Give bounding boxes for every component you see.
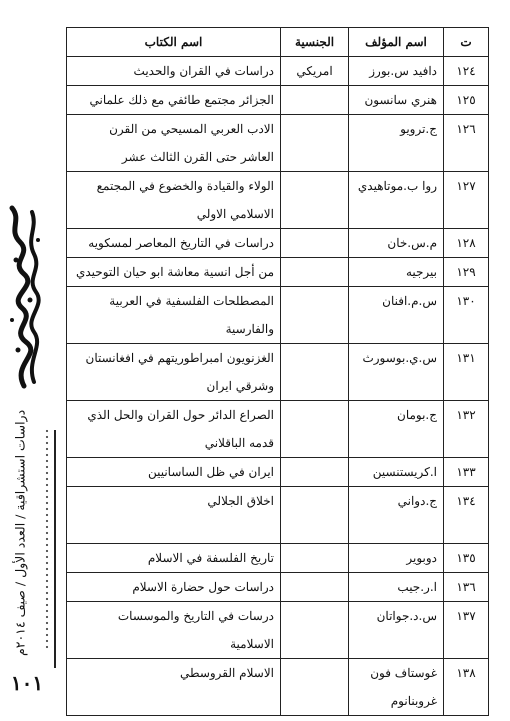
table-row [67, 172, 489, 229]
row-number: ١٢٦ [444, 115, 489, 172]
table-row [67, 57, 489, 86]
author-cell: س.م.افنان [349, 287, 444, 344]
header-title: اسم الكتاب [67, 28, 281, 57]
title-cell: دراسات في القران والحديث [67, 57, 281, 86]
calligraphy-logo [4, 200, 44, 395]
table-row [67, 458, 489, 487]
title-cell: الغزنويون امبراطوريتهم في افغانستان وشرقي ايران [67, 344, 281, 401]
row-number: ١٣٧ [444, 602, 489, 659]
author-cell: س.ي.بوسورث [349, 344, 444, 401]
nationality-cell [281, 659, 349, 716]
row-number: ١٣١ [444, 344, 489, 401]
nationality-cell [281, 287, 349, 344]
table-row [67, 229, 489, 258]
table-row [67, 659, 489, 716]
table-row [67, 86, 489, 115]
author-cell: ج.ترويو [349, 115, 444, 172]
author-cell: ا.ر.جيب [349, 573, 444, 602]
nationality-cell [281, 115, 349, 172]
row-number: ١٢٤ [444, 57, 489, 86]
title-cell: تاريخ الفلسفة في الاسلام [67, 544, 281, 573]
title-cell: دراسات حول حضارة الاسلام [67, 573, 281, 602]
nationality-cell [281, 401, 349, 458]
table-row [67, 602, 489, 659]
row-number: ١٣٢ [444, 401, 489, 458]
books-table-wrapper [66, 27, 488, 716]
page-number: ١٠١ [10, 671, 44, 695]
title-cell: درسات في التاريخ والموسسات الاسلامية [67, 602, 281, 659]
nationality-cell [281, 458, 349, 487]
table-row [67, 287, 489, 344]
left-margin [0, 0, 62, 721]
table-row [67, 544, 489, 573]
header-nationality: الجنسية [281, 28, 349, 57]
title-cell: الولاء والقيادة والخضوع في المجتمع الاسلامي الاولي [67, 172, 281, 229]
header-author: اسم المؤلف [349, 28, 444, 57]
books-table [66, 27, 489, 716]
header-no: ت [444, 28, 489, 57]
row-number: ١٢٧ [444, 172, 489, 229]
title-cell: المصطلحات الفلسفية في العربية والفارسية [67, 287, 281, 344]
title-cell: دراسات في التاريخ المعاصر لمسكويه [67, 229, 281, 258]
table-row [67, 487, 489, 544]
nationality-cell [281, 344, 349, 401]
table-row [67, 344, 489, 401]
nationality-cell [281, 258, 349, 287]
row-number: ١٢٩ [444, 258, 489, 287]
author-cell: دافيد س.بورز [349, 57, 444, 86]
author-cell: روا ب.موتاهيدي [349, 172, 444, 229]
title-cell: الجزائر مجتمع طائفي مع ذلك علماني [67, 86, 281, 115]
row-number: ١٣٦ [444, 573, 489, 602]
nationality-cell [281, 602, 349, 659]
author-cell: ج.بومان [349, 401, 444, 458]
row-number: ١٣٣ [444, 458, 489, 487]
title-cell: ايران في ظل الساسانيين [67, 458, 281, 487]
title-cell: الصراع الدائر حول القران والحل الذي قدمه الباقلاني [67, 401, 281, 458]
author-cell: م.س.خان [349, 229, 444, 258]
nationality-cell [281, 172, 349, 229]
title-cell: من أجل انسية معاشة ابو حيان التوحيدي [67, 258, 281, 287]
table-row [67, 573, 489, 602]
row-number: ١٣٥ [444, 544, 489, 573]
margin-rule [54, 430, 56, 668]
nationality-cell [281, 573, 349, 602]
author-cell: س.د.جواتان [349, 602, 444, 659]
author-cell: هنري سانسون [349, 86, 444, 115]
author-cell: دوبوير [349, 544, 444, 573]
nationality-cell [281, 544, 349, 573]
running-head: دراسات استشراقية / العدد الأول / صيف ٢٠١٤م [12, 409, 28, 657]
table-row [67, 115, 489, 172]
author-cell: بيرجيه [349, 258, 444, 287]
title-cell: الادب العربي المسيحي من القرن العاشر حتى القرن الثالث عشر [67, 115, 281, 172]
title-cell: اخلاق الجلالي [67, 487, 281, 544]
row-number: ١٣٤ [444, 487, 489, 544]
author-cell: غوستاف فون غروبنانوم [349, 659, 444, 716]
table-row [67, 258, 489, 287]
nationality-cell: امريكي [281, 57, 349, 86]
row-number: ١٢٨ [444, 229, 489, 258]
table-row [67, 401, 489, 458]
nationality-cell [281, 86, 349, 115]
nationality-cell [281, 487, 349, 544]
row-number: ١٣٠ [444, 287, 489, 344]
row-number: ١٢٥ [444, 86, 489, 115]
row-number: ١٣٨ [444, 659, 489, 716]
dotted-border [44, 428, 52, 650]
table-header-row [67, 28, 489, 57]
nationality-cell [281, 229, 349, 258]
author-cell: ا.كريستنسين [349, 458, 444, 487]
title-cell: الاسلام القروسطي [67, 659, 281, 716]
author-cell: ج.دواني [349, 487, 444, 544]
